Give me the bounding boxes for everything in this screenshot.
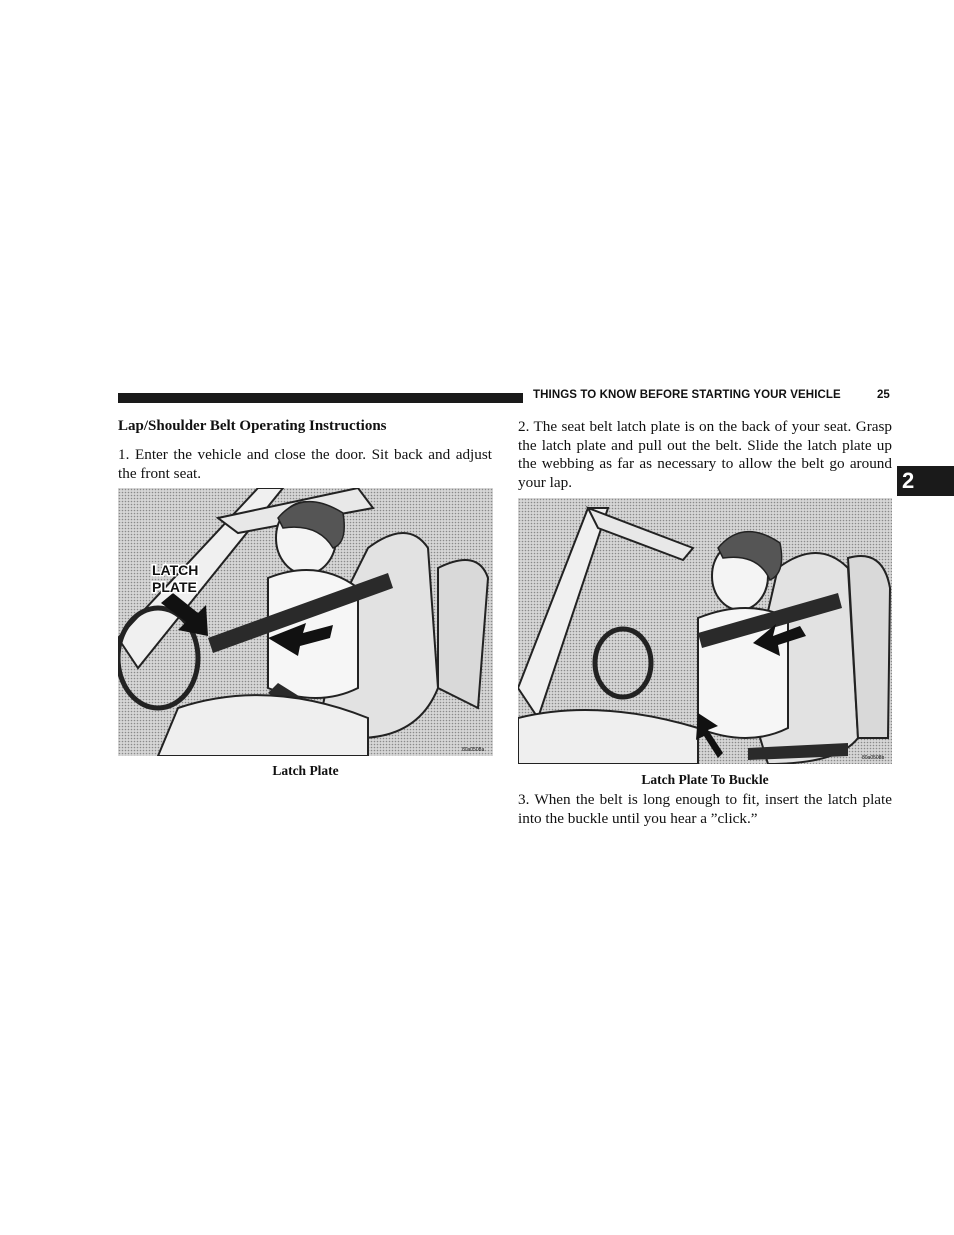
step-2-text: 2. The seat belt latch plate is on the back of your seat. Grasp the latch plate and pull out the belt. Slide the latch plate up the webbing as far as necessary to allow the belt go around your lap. — [518, 418, 892, 491]
step-1-text: 1. Enter the vehicle and close the door. Sit back and adjust the front seat. — [118, 446, 492, 482]
figure-2-caption: Latch Plate To Buckle — [641, 772, 769, 787]
chapter-tab: 2 — [897, 466, 954, 496]
latch-label-line1: LATCH — [152, 562, 199, 578]
latch-plate-illustration — [118, 488, 493, 756]
figure-1-caption: Latch Plate — [272, 763, 339, 778]
page-number: 25 — [877, 389, 890, 401]
latch-label-line2: PLATE — [152, 579, 197, 595]
section-heading: Lap/Shoulder Belt Operating Instructions — [118, 418, 387, 434]
latch-plate-to-buckle-illustration — [518, 498, 892, 764]
figure-2-code: 80a0508b — [862, 755, 885, 761]
header-rule — [118, 393, 523, 403]
running-header-title: THINGS TO KNOW BEFORE STARTING YOUR VEHICLE — [533, 389, 841, 401]
step-3-text: 3. When the belt is long enough to fit, insert the latch plate into the buckle until you hear a ”click.” — [518, 791, 892, 827]
figure-1-code: 80a0508a — [462, 747, 485, 753]
